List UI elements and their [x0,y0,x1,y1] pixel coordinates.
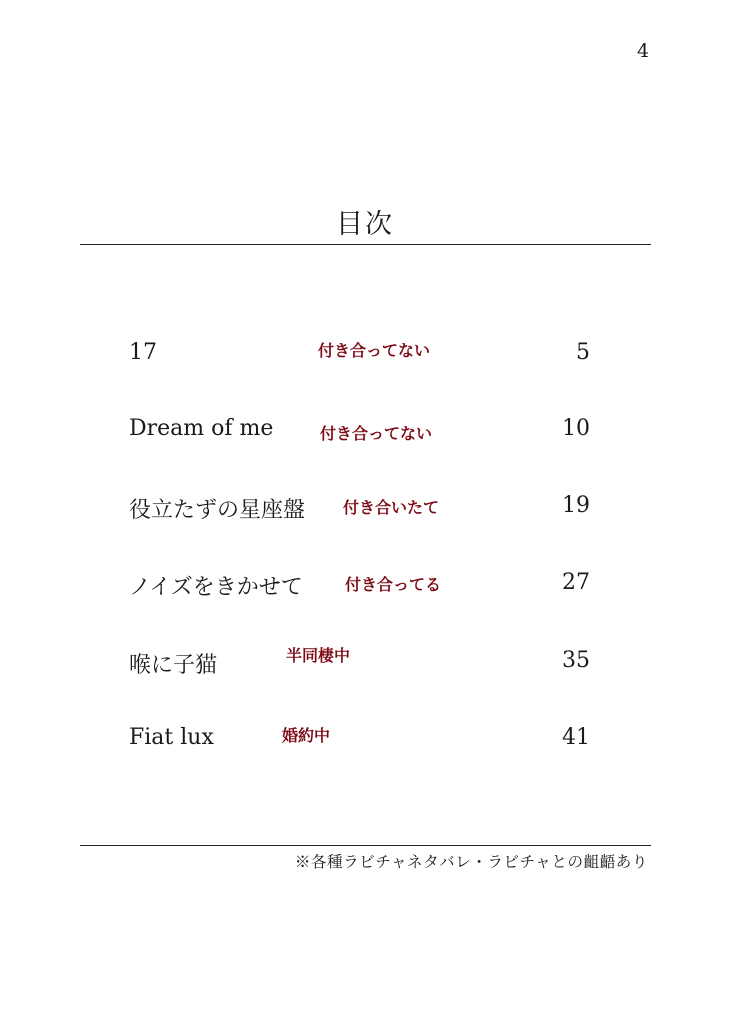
toc-page: 19 [562,493,590,518]
toc-page: 27 [562,570,590,595]
toc-note: 付き合ってる [345,575,442,594]
toc-note: 付き合ってない [318,341,431,360]
toc-title: Fiat lux [129,725,214,750]
page-number: 4 [636,40,650,62]
footer-rule [80,845,651,846]
toc-page: 10 [562,416,590,441]
toc-note: 付き合いたて [343,498,440,517]
footnote: ※各種ラビチャネタバレ・ラビチャとの齟齬あり [294,853,648,871]
toc-page: 5 [576,340,590,365]
page-title: 目次 [336,209,394,240]
toc-title: Dream of me [129,416,274,441]
toc-note: 半同棲中 [286,646,351,665]
toc-row [0,570,730,610]
toc-row [0,416,730,456]
toc-title: 役立たずの星座盤 [129,498,306,523]
toc-note: 婚約中 [282,726,331,745]
toc-page: 41 [562,725,590,750]
toc-title: 17 [129,340,157,365]
toc-title: 喉に子猫 [129,653,218,678]
toc-title: ノイズをきかせて [129,575,303,600]
toc-row [0,648,730,688]
toc-row [0,725,730,765]
toc-row [0,493,730,533]
toc-row [0,340,730,380]
toc-note: 付き合ってない [320,424,433,443]
toc-page: 35 [562,648,590,673]
